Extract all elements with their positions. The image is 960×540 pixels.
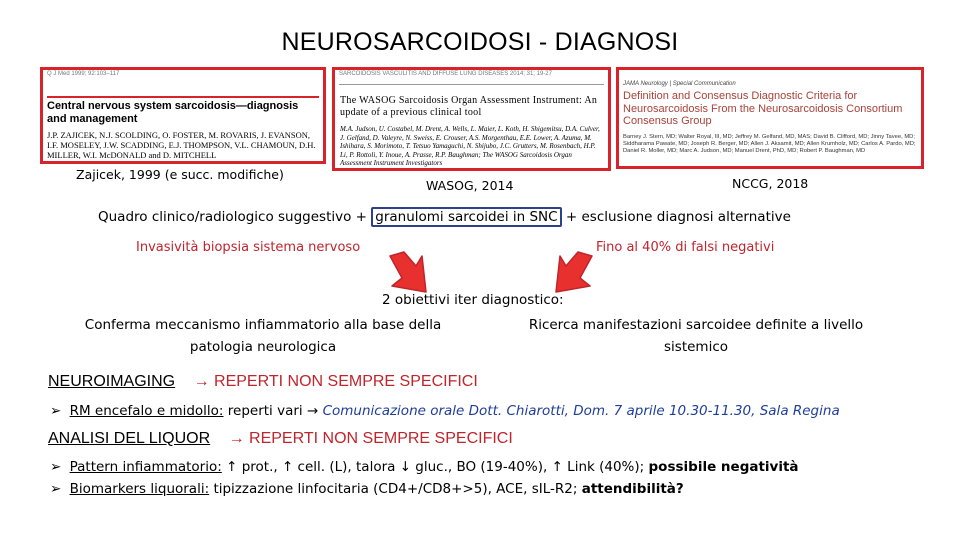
bullet-arrow-icon: ➢ <box>50 481 62 497</box>
objectives-heading: 2 obiettivi iter diagnostico: <box>382 292 564 308</box>
bullet-label: RM encefalo e midollo: <box>69 403 224 419</box>
bullet-text: tipizzazione linfocitaria (CD4+/CD8+>5), ACE, sIL-R2; <box>213 481 578 497</box>
paper-title: The WASOG Sarcoidosis Organ Assessment Instrument: An update of a previous clinical tool <box>340 95 598 118</box>
arrow-right-icon: → <box>306 403 319 419</box>
bullet-text: reperti vari <box>227 403 303 419</box>
page-title: NEUROSARCOIDOSI - DIAGNOSI <box>281 28 679 56</box>
criteria-exclusion: esclusione diagnosi alternative <box>581 209 791 225</box>
neuroimaging-section <box>48 373 478 391</box>
paper-thumbnail-nccg <box>616 67 924 169</box>
paper-authors: Barney J. Stern, MD; Walter Royal, III, MD; Jeffrey M. Gelfand, MD, MAS; David B. Clifford, MD; Jinny Tavee, MD; Siddharama Pawate, MD; Joseph R. Berger, MD; Allen J. Aksamit, MD; Allen Krumholz, MD; Carlos A. Pardo, MD; Daniel R. Moller, MD; Marc A. Judson, MD; Manuel Drent, PhD, MD; Robert P. Baughman, MD <box>623 133 916 154</box>
paper-authors: J.P. ZAJICEK, N.J. SCOLDING, O. FOSTER, M. ROVARIS, J. EVANSON, I.F. MOSELEY, J.W. SCADDING, E.J. THOMPSON, V.L. CHAMOUN, D.H. MILLER, W.I. McDONALD and D. MITCHELL <box>47 130 316 160</box>
diagnostic-criteria-line <box>98 209 791 225</box>
paper-rule <box>339 84 604 85</box>
paper-thumbnail-wasog <box>332 67 611 171</box>
criteria-granulomi-box: granulomi sarcoidei in SNC <box>371 207 561 227</box>
paper-header: JAMA Neurology | Special Communication <box>623 81 736 87</box>
bullet-emphasis: attendibilità? <box>581 481 684 497</box>
red-arrow-down-right-icon <box>382 248 432 298</box>
bullet-emphasis: possibile negatività <box>648 459 799 475</box>
paper-thumbnail-zajicek <box>40 67 326 164</box>
liquor-bullet-biomarkers <box>50 481 684 497</box>
liquor-heading: ANALISI DEL LIQUOR <box>48 430 211 447</box>
paper-caption-nccg: NCCG, 2018 <box>732 176 809 191</box>
bullet-arrow-icon: ➢ <box>50 459 62 475</box>
neuroimaging-bullet <box>50 403 840 419</box>
paper-header: Q J Med 1999; 92:103–117 <box>47 71 120 77</box>
oral-communication-note: Comunicazione orale Dott. Chiarotti, Dom. 7 aprile 10.30-11.30, Sala Regina <box>322 403 840 419</box>
bullet-text: ↑ prot., ↑ cell. (L), talora ↓ gluc., BO (19-40%), ↑ Link (40%); <box>226 459 645 475</box>
note-biopsy-invasiveness: Invasività biopsia sistema nervoso <box>136 240 361 255</box>
neuroimaging-result: REPERTI NON SEMPRE SPECIFICI <box>214 373 478 390</box>
liquor-result: REPERTI NON SEMPRE SPECIFICI <box>249 430 513 447</box>
arrow-right-icon: → <box>228 430 245 447</box>
paper-title: Definition and Consensus Diagnostic Criteria for Neurosarcoidosis From the Neurosarcoidosis Consortium Consensus Group <box>623 90 903 127</box>
paper-rule <box>47 96 319 98</box>
paper-title: Central nervous system sarcoidosis—diagnosis and management <box>47 100 299 125</box>
paper-header: SARCOIDOSIS VASCULITIS AND DIFFUSE LUNG DISEASES 2014; 31; 19-27 <box>339 71 552 77</box>
paper-header-right <box>619 70 921 78</box>
red-arrow-down-left-icon <box>550 248 600 298</box>
bullet-arrow-icon: ➢ <box>50 403 62 419</box>
paper-caption-wasog: WASOG, 2014 <box>426 178 514 193</box>
paper-authors: M.A. Judson, U. Costabel, M. Drent, A. Wells, L. Maier, L. Koth, H. Shigemitsu, D.A. Culver, J. Gelfand, D. Valeyre, N. Sweiss, E. Crouser, A.S. Morgenthau, E.E. Lower, A. Azuma, M. Ishihara, S. Morimoto, T. Tetsuo Yamaguchi, N. Shijubo, J.C. Grutters, M. Rosenbach, H.P. Li, P. Rottoli, Y. Inoue, A. Prasse, R.P. Baughman; The WASOG Sarcoidosis Organ Assessment Instrument Investigators <box>340 125 600 167</box>
neuroimaging-heading: NEUROIMAGING <box>48 373 176 390</box>
bullet-label: Biomarkers liquorali: <box>69 481 210 497</box>
liquor-section <box>48 430 513 448</box>
note-false-negatives: Fino al 40% di falsi negativi <box>596 240 775 255</box>
objective-systemic: Ricerca manifestazioni sarcoidee definite a livello sistemico <box>528 317 864 355</box>
paper-caption-zajicek: Zajicek, 1999 (e succ. modifiche) <box>76 167 284 182</box>
plus-sign: + <box>355 209 367 225</box>
plus-sign: + <box>565 209 578 225</box>
criteria-clinical: Quadro clinico/radiologico suggestivo <box>98 209 352 225</box>
bullet-label: Pattern infiammatorio: <box>69 459 222 475</box>
liquor-bullet-pattern <box>50 459 799 475</box>
arrow-right-icon: → <box>193 373 210 390</box>
objective-inflammatory: Conferma meccanismo infiammatorio alla base della patologia neurologica <box>84 317 442 355</box>
